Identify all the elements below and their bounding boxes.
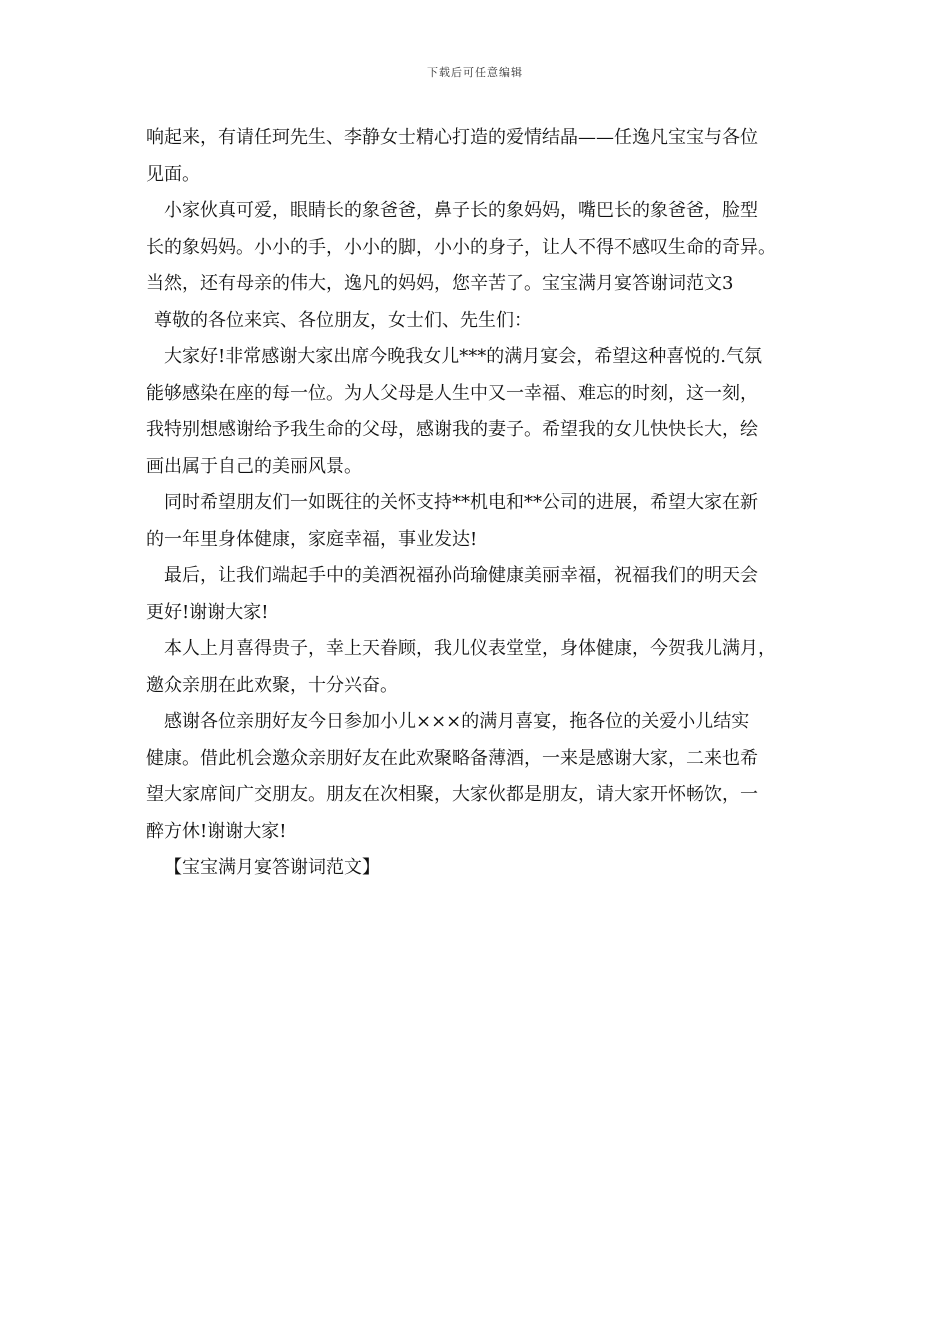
text-line: 健康。借此机会邀众亲朋好友在此欢聚略备薄酒，一来是感谢大家，二来也希 <box>146 747 758 769</box>
text-line: 尊敬的各位来宾、各位朋友，女士们、先生们： <box>154 309 532 331</box>
text-line: 感谢各位亲朋好友今日参加小儿×××的满月喜宴，拖各位的关爱小儿结实 <box>164 711 750 732</box>
text-line: 大家好!非常感谢大家出席今晚我女儿***的满月宴会，希望这种喜悦的.气氛 <box>164 346 762 367</box>
text-line: 邀众亲朋在此欢聚，十分兴奋。 <box>146 674 398 696</box>
text-line: 响起来，有请任珂先生、李静女士精心打造的爱情结晶——任逸凡宝宝与各位 <box>146 127 758 148</box>
text-line: 醉方休!谢谢大家! <box>146 820 287 842</box>
text-line: 小家伙真可爱，眼睛长的象爸爸，鼻子长的象妈妈，嘴巴长的象爸爸，脸型 <box>164 200 758 221</box>
text-line: 【宝宝满月宴答谢词范文】 <box>164 857 380 878</box>
text-line: 能够感染在座的每一位。为人父母是人生中又一幸福、难忘的时刻，这一刻， <box>146 382 758 404</box>
text-line: 更好!谢谢大家! <box>146 601 269 623</box>
text-line: 本人上月喜得贵子，幸上天眷顾，我儿仪表堂堂，身体健康，今贺我儿满月， <box>164 638 776 659</box>
text-line: 我特别想感谢给予我生命的父母，感谢我的妻子。希望我的女儿快快长大，绘 <box>146 419 758 440</box>
text-line: 见面。 <box>146 163 200 185</box>
text-line: 最后，让我们端起手中的美酒祝福孙尚瑜健康美丽幸福，祝福我们的明天会 <box>164 565 758 586</box>
text-line: 的一年里身体健康，家庭幸福，事业发达! <box>146 528 478 550</box>
document-body <box>146 120 826 887</box>
text-line: 长的象妈妈。小小的手，小小的脚，小小的身子，让人不得不感叹生命的奇异。 <box>146 236 776 258</box>
text-line: 同时希望朋友们一如既往的关怀支持**机电和**公司的进展，希望大家在新 <box>164 492 758 513</box>
text-line: 当然，还有母亲的伟大，逸凡的妈妈，您辛苦了。宝宝满月宴答谢词范文3 <box>146 273 734 294</box>
text-line: 画出属于自己的美丽风景。 <box>146 455 362 477</box>
text-line: 望大家席间广交朋友。朋友在次相聚，大家伙都是朋友，请大家开怀畅饮，一 <box>146 784 758 805</box>
page-header: 下载后可任意编辑 <box>427 66 523 79</box>
